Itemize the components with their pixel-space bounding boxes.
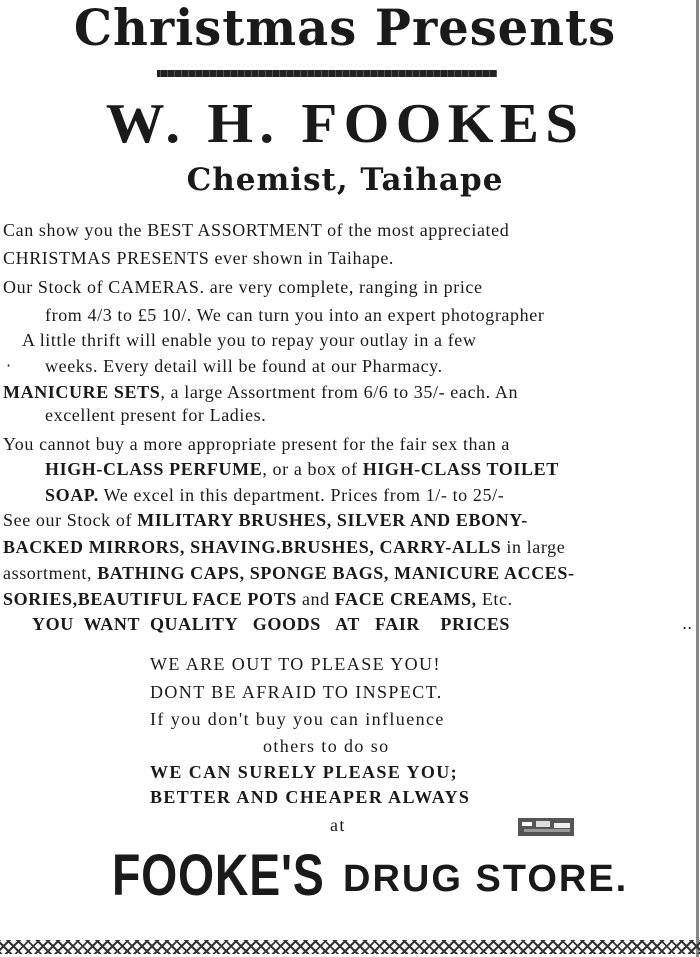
body-text-span: assortment, <box>3 563 98 583</box>
column-border <box>696 0 699 957</box>
closing-line: DONT BE AFRAID TO INSPECT. <box>150 682 443 702</box>
body-line <box>45 459 559 480</box>
body-line <box>3 563 575 584</box>
product-list: BACKED MIRRORS, SHAVING.BRUSHES, CARRY-ALLS <box>3 537 502 557</box>
product-name: HIGH-CLASS PERFUME <box>45 459 263 479</box>
product-list: BATHING CAPS, SPONGE BAGS, MANICURE ACCES- <box>97 563 575 583</box>
body-line: A little thrift will enable you to repay your outlay in a few <box>22 330 477 350</box>
body-line: from 4/3 to £5 10/. We can turn you into an expert photographer <box>45 305 545 325</box>
body-line: CHRISTMAS PRESENTS ever shown in Taihape. <box>3 248 395 268</box>
margin-mark: .. <box>682 614 693 633</box>
product-list: FACE CREAMS, <box>334 589 477 609</box>
body-line: You cannot buy a more appropriate present for the fair sex than a <box>3 434 511 454</box>
body-line <box>3 537 565 558</box>
product-name: HIGH-CLASS TOILET <box>362 459 559 479</box>
store-type: DRUG STORE. <box>343 858 629 900</box>
body-line: Can show you the BEST ASSORTMENT of the most appreciated <box>3 220 510 240</box>
body-text-span: , or a box of <box>262 459 363 479</box>
closing-line: BETTER AND CHEAPER ALWAYS <box>150 787 471 807</box>
closing-line: at <box>330 815 346 835</box>
body-line <box>45 485 504 506</box>
body-text-span: and <box>296 589 335 609</box>
decorative-rule <box>157 70 497 77</box>
body-line <box>3 510 528 531</box>
decorative-border <box>0 940 700 954</box>
closing-line: WE CAN SURELY PLEASE YOU; <box>150 762 459 782</box>
body-text-span: We excel in this department. Prices from 1/- to 25/- <box>98 485 505 505</box>
body-text-span: , a large Assortment from 6/6 to 35/- each. An <box>160 382 519 402</box>
closing-line: WE ARE OUT TO PLEASE YOU! <box>150 654 441 674</box>
closing-line: others to do so <box>263 736 390 756</box>
margin-mark: · <box>6 356 12 375</box>
product-name: MANICURE SETS <box>3 382 161 402</box>
body-text-span: in large <box>501 537 566 557</box>
quality-slogan: YOU WANT QUALITY GOODS AT FAIR PRICES <box>32 614 511 634</box>
body-line <box>3 589 513 610</box>
firm-name: W. H. FOOKES <box>105 93 585 155</box>
body-line: weeks. Every detail will be found at our Pharmacy. <box>45 356 443 376</box>
store-name: FOOKE'S <box>112 843 325 908</box>
closing-line: If you don't buy you can influence <box>150 709 445 729</box>
product-list: MILITARY BRUSHES, SILVER AND EBONY- <box>137 510 528 530</box>
body-line <box>3 382 518 403</box>
subheading: Chemist, Taihape <box>186 162 504 198</box>
product-name: SOAP. <box>45 485 99 505</box>
body-text-span: See our Stock of <box>3 510 138 530</box>
body-line: Our Stock of CAMERAS. are very complete, ranging in price <box>3 277 483 297</box>
headline: Christmas Presents <box>73 0 617 57</box>
body-line: excellent present for Ladies. <box>45 405 267 425</box>
product-list: SORIES,BEAUTIFUL FACE POTS <box>3 589 297 609</box>
body-text-span: Etc. <box>476 589 513 609</box>
printer-mark-icon <box>516 814 578 840</box>
